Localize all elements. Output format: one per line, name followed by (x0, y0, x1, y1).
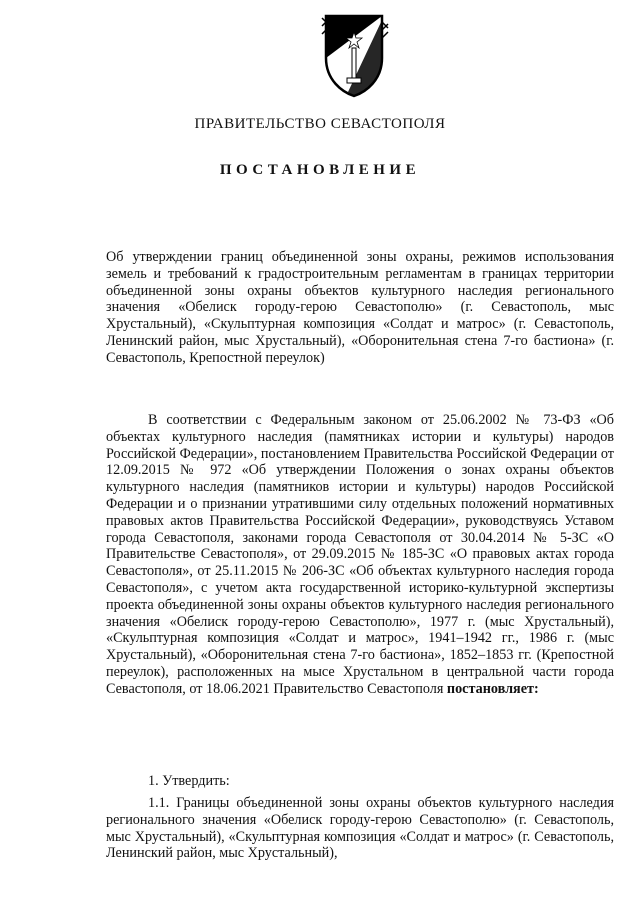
item-1: 1. Утвердить: (148, 773, 230, 789)
document-type: ПОСТАНОВЛЕНИЕ (219, 162, 421, 178)
decree-word: постановляет: (446, 680, 539, 697)
sevastopol-coat-of-arms-icon (318, 12, 390, 98)
organization-name: ПРАВИТЕЛЬСТВО СЕВАСТОПОЛЯ (194, 116, 446, 132)
document-title: Об утверждении границ объединенной зоны охраны, режимов использования земель и требований к градостроительным регламентам в границах территории объединенной зоны охраны объектов культурного наследия регионального значения «Обелиск городу-герою Севастополю» (г. Севастополь, мыс Хрустальный), «Скульптурная композиция «Солдат и матрос» (г. Севастополь, Ленинский район, мыс Хрустальный), «Оборонительная стена 7-го бастиона» (г. Севастополь, Крепостной переулок) (106, 249, 614, 366)
preamble-paragraph (106, 412, 614, 698)
preamble-text: В соответствии с Федеральным законом от 25.06.2002 № 73-ФЗ «Об объектах культурного наследия (памятниках истории и культуры) народов Российской Федерации», постановлением Правительства Российской Федерации от 12.09.2015 № 972 «Об утверждении Положения о зонах охраны объектов культурного наследия (памятников истории и культуры) народов Российской Федерации и о признании утратившими силу отдельных положений нормативных правовых актов Правительства Российской Федерации», руководствуясь Уставом города Севастополя, законами города Севастополя от 30.04.2014 № 5-ЗС «О Правительстве Севастополя», от 29.09.2015 № 185-ЗС «О правовых актах города Севастополя», от 25.11.2015 № 206-ЗС «Об объектах культурного наследия города Севастополя», с учетом акта государственной историко-культурной экспертизы проекта объединенной зоны охраны объектов культурного наследия регионального значения «Обелиск городу-герою Севастополю», 1977 г. (мыс Хрустальный), «Скульптурная композиция «Солдат и матрос», 1941–1942 гг., 1986 г. (мыс Хрустальный), «Оборонительная стена 7-го бастиона», 1852–1853 гг. (Крепостной переулок), расположенных на мысе Хрустальном в центральной части города Севастополя, от 18.06.2021 Правительство Севастополя (106, 412, 614, 697)
item-1-1: 1.1. Границы объединенной зоны охраны объектов культурного наследия регионального значения «Обелиск городу-герою Севастополю» (г. Севастополь, мыс Хрустальный), «Скульптурная композиция «Солдат и матрос» (г. Севастополь, Ленинский район, мыс Хрустальный), (106, 795, 614, 862)
